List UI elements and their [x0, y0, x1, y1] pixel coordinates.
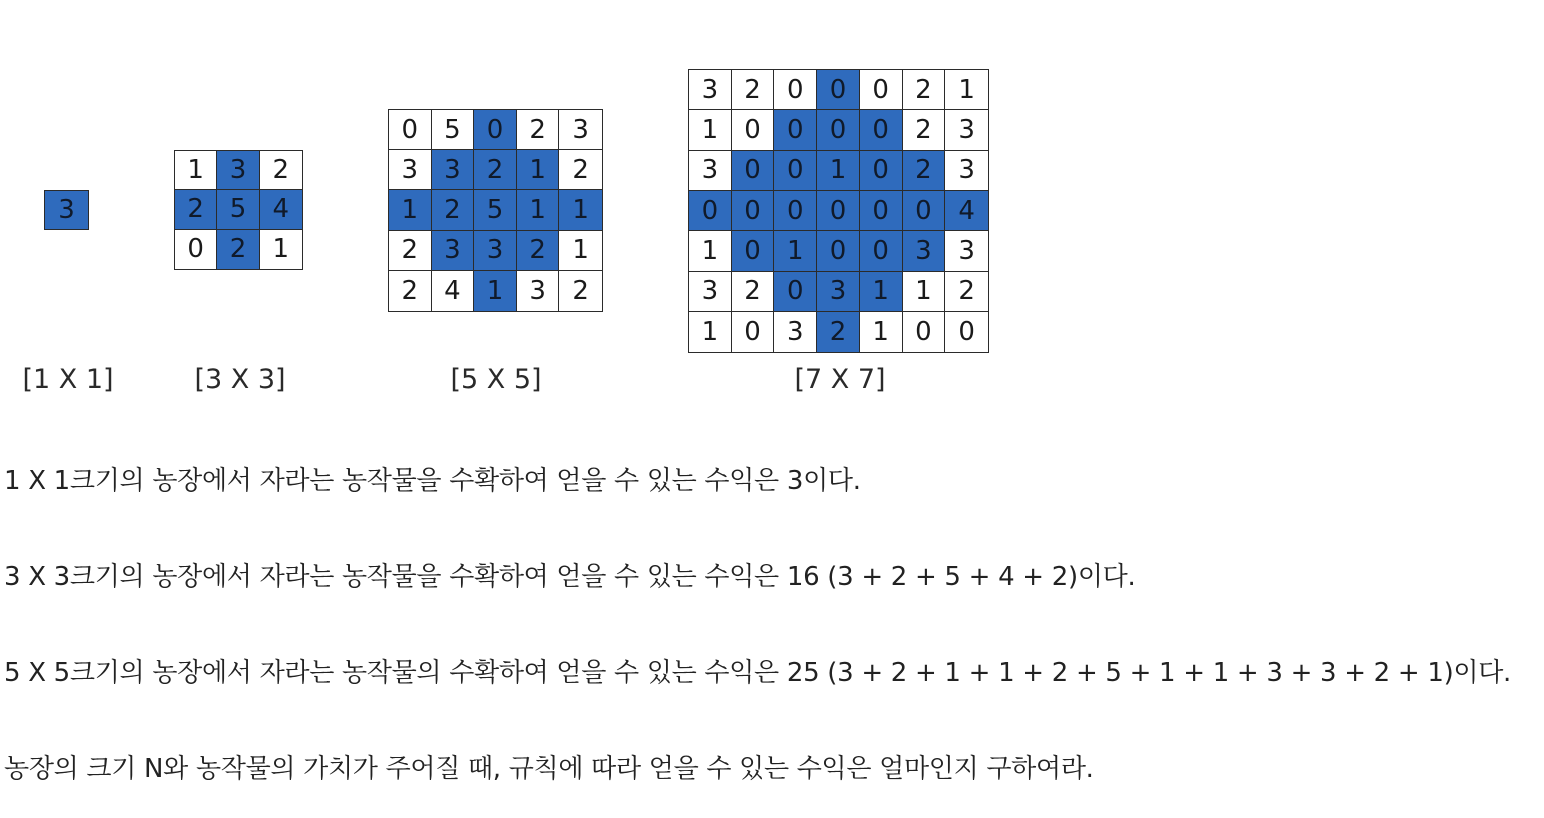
grid-cell: 1: [817, 151, 860, 191]
grid-cell: 2: [517, 110, 560, 150]
grid-cell: 3: [817, 272, 860, 312]
grid-cell: 2: [260, 151, 302, 190]
grid-cell: 2: [572, 275, 589, 306]
grid-cell: 2: [732, 272, 775, 312]
grid-cell: 2: [945, 272, 988, 312]
grid-cell: 0: [732, 191, 775, 231]
farm-grid-3x3: [174, 150, 303, 270]
grid-cell: 0: [860, 70, 903, 110]
grid-cell: 1: [860, 272, 903, 312]
grid-cell: 0: [474, 110, 517, 150]
grid-cell: 3: [903, 231, 946, 271]
grid-cell: 2: [903, 151, 946, 191]
grid-cell: 0: [774, 191, 817, 231]
farm-grid-7x7: [688, 69, 989, 353]
grid-cell: 0: [817, 110, 860, 150]
grid-cell: 1: [689, 312, 732, 352]
grid-cell: 1: [272, 234, 290, 265]
grid-cell: 0: [817, 191, 860, 231]
grid-cell: 3: [217, 151, 259, 190]
grid-cell: 0: [732, 110, 775, 150]
grid-cell: 0: [774, 70, 817, 110]
grid-label-5x5: [5 X 5]: [450, 364, 542, 395]
grid-cell: 0: [860, 231, 903, 271]
grid-cell: 3: [389, 150, 432, 190]
grid-cell: 1: [175, 151, 217, 190]
grid-cell: 3: [474, 231, 517, 271]
grid-cell: 1: [774, 231, 817, 271]
grid-cell: 1: [860, 312, 903, 352]
grid-cell: 0: [689, 191, 732, 231]
grid-cell: 1: [559, 231, 602, 271]
grid-cell: 2: [517, 231, 560, 271]
grid-cell: 3: [774, 312, 817, 352]
grid-cell: 2: [175, 190, 217, 229]
grid-cell: 2: [732, 70, 775, 110]
grid-cell: 0: [389, 110, 432, 150]
grid-cell: 2: [389, 271, 432, 311]
grid-cell: 5: [474, 190, 517, 230]
grid-cell: 4: [945, 191, 988, 231]
description-3x3: 3 X 3크기의 농장에서 자라는 농작물을 수확하여 얻을 수 있는 수익은 16 (3 + 2 + 5 + 4 + 2)이다.: [4, 562, 1136, 592]
grid-cell: 1: [689, 231, 732, 271]
grid-cell: 3: [945, 231, 988, 271]
grid-cell: 1: [517, 150, 560, 190]
grid-cell: 5: [432, 110, 475, 150]
grid-cell: 3: [45, 191, 88, 229]
description-1x1: 1 X 1크기의 농장에서 자라는 농작물을 수확하여 얻을 수 있는 수익은 3이다.: [4, 466, 861, 496]
farm-grid-5x5: [388, 109, 603, 312]
grid-cell: 3: [689, 151, 732, 191]
grid-cell: 1: [689, 110, 732, 150]
grid-cell: 4: [432, 271, 475, 311]
grid-cell: 0: [817, 231, 860, 271]
grid-cell: 0: [860, 110, 903, 150]
grid-cell: 0: [817, 70, 860, 110]
grid-cell: 3: [559, 110, 602, 150]
grid-cell: 0: [732, 151, 775, 191]
grid-cell: 2: [432, 190, 475, 230]
grid-label-7x7: [7 X 7]: [794, 364, 886, 395]
grid-cell: 1: [474, 271, 517, 311]
grid-cell: 0: [903, 312, 946, 352]
grid-cell: 3: [432, 150, 475, 190]
grid-cell: 2: [389, 231, 432, 271]
grid-cell: 2: [217, 230, 259, 269]
grid-cell: 0: [175, 230, 217, 269]
grid-label-3x3: [3 X 3]: [194, 364, 286, 395]
grid-cell: 0: [860, 151, 903, 191]
grid-cell: 3: [689, 272, 732, 312]
description-question: 농장의 크기 N와 농작물의 가치가 주어질 때, 규칙에 따라 얻을 수 있는 수익은 얼마인지 구하여라.: [4, 754, 1094, 784]
grid-label-1x1: [1 X 1]: [22, 364, 114, 395]
grid-cell: 1: [559, 190, 602, 230]
farm-grid-1x1: [44, 190, 89, 230]
description-5x5: 5 X 5크기의 농장에서 자라는 농작물의 수확하여 얻을 수 있는 수익은 25 (3 + 2 + 1 + 1 + 2 + 5 + 1 + 1 + 3 + 3 + 2 + 1)이다.: [4, 658, 1512, 688]
grid-cell: 0: [774, 110, 817, 150]
grid-cell: 1: [945, 70, 988, 110]
grid-cell: 2: [817, 312, 860, 352]
grid-cell: 0: [732, 231, 775, 271]
grid-cell: 2: [559, 150, 602, 190]
grid-cell: 3: [689, 70, 732, 110]
grid-cell: 0: [732, 312, 775, 352]
grid-cell: 3: [945, 151, 988, 191]
grid-cell: 4: [260, 190, 302, 229]
grid-cell: 1: [903, 272, 946, 312]
grid-cell: 5: [217, 190, 259, 229]
grid-cell: 3: [432, 231, 475, 271]
grid-cell: 2: [903, 70, 946, 110]
grid-cell: 1: [517, 190, 560, 230]
grid-cell: 2: [474, 150, 517, 190]
grid-cell: 3: [517, 271, 560, 311]
grid-cell: 0: [774, 272, 817, 312]
grid-cell: 0: [958, 317, 975, 348]
grid-cell: 0: [860, 191, 903, 231]
grid-cell: 3: [945, 110, 988, 150]
grid-cell: 2: [903, 110, 946, 150]
grid-cell: 1: [389, 190, 432, 230]
grid-cell: 0: [774, 151, 817, 191]
grid-cell: 0: [903, 191, 946, 231]
